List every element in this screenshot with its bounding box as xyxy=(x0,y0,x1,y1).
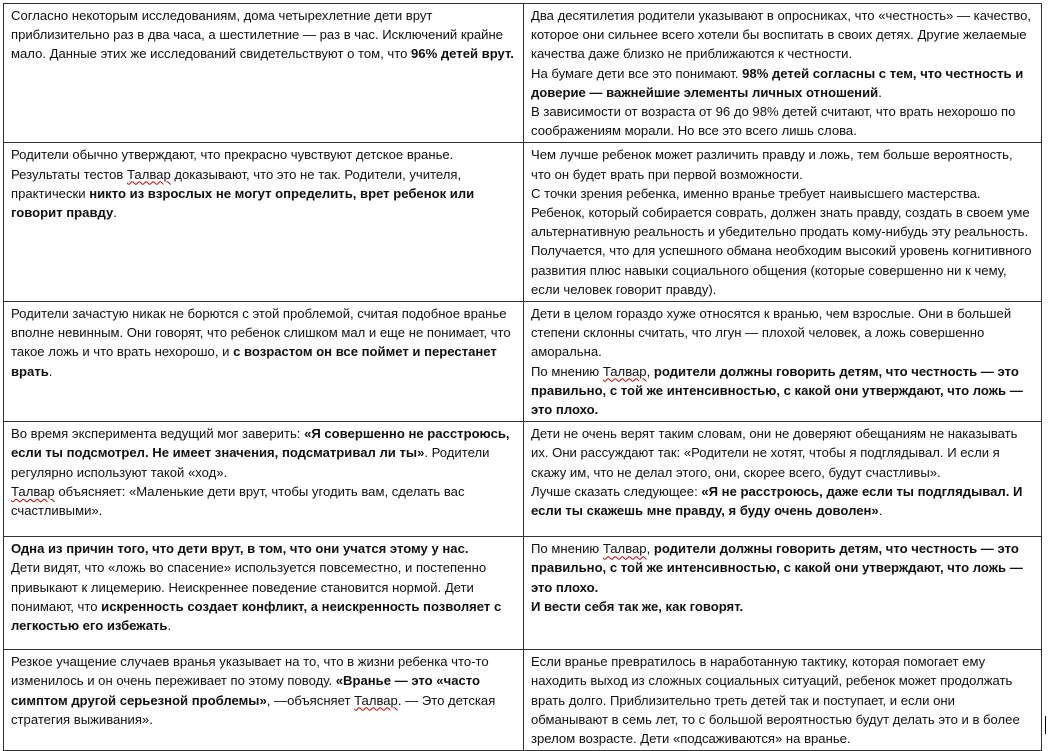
paragraph xyxy=(531,652,1034,748)
table-row xyxy=(4,422,1042,537)
table-cell-left[interactable] xyxy=(4,650,524,751)
text: Резкое учащение случаев вранья указывает на то, что в жизни ребенка что-то изменилось и он очень переживает по этому поводу. xyxy=(11,654,493,689)
paragraph xyxy=(11,6,516,64)
spellcheck-word: Талвар xyxy=(602,541,647,557)
paragraph xyxy=(11,304,516,381)
text: , —объясняет xyxy=(266,692,355,708)
text: Если вранье превратилось в наработанную тактику, которая помогает ему находить выход из сложных социальных ситуаций, ребенок может продолжать врать долго. Приблизительно треть детей так и поступает, и если они обманывают в семь лет, то с большой вероятностью будут делать это и в более зрелом возрасте. Дети «подсаживаются» на вранье. xyxy=(531,654,1024,747)
bold-text: родители должны говорить детям, что честность — это правильно, с той же интенсивностью, с какой они утверждают, что ложь — это плохо. xyxy=(531,541,1027,595)
paragraph xyxy=(11,652,516,729)
table-cell-left[interactable] xyxy=(4,422,524,537)
text: Дети в целом гораздо хуже относятся к вранью, чем взрослые. Они в большей степени склонны считать, что лгун — плохой человек, а ложь совершенно аморальна. xyxy=(531,306,1015,360)
table-cell-right[interactable] xyxy=(524,650,1042,751)
text: . xyxy=(878,503,883,519)
bold-text: родители должны говорить детям, что честность — это правильно, с той же интенсивностью, с какой они утверждают, что ложь — это плохо. xyxy=(531,363,1027,418)
text: . xyxy=(113,205,117,221)
table-cell-right[interactable] xyxy=(524,4,1042,143)
document-table xyxy=(3,3,1042,751)
text: объясняет: «Маленькие дети врут, чтобы угодить вам, сделать вас счастливыми». xyxy=(11,483,469,519)
text: В зависимости от возраста от 96 до 98% детей считают, что врать нехорошо по соображениям морали. Но все это всего лишь слова. xyxy=(531,104,1020,139)
text: Чем лучше ребенок может различить правду и ложь, тем больше вероятность, что он будет врать при первой возможности. xyxy=(531,147,1017,182)
text: Дети видят, что «ложь во спасение» используется повсеместно, и постепенно привыкают к лицемерию. Неискреннее поведение становится нормой. Дети понимают, что xyxy=(11,560,490,614)
text: По мнению xyxy=(531,363,603,379)
paragraph xyxy=(531,102,1034,140)
bold-text: никто из взрослых не могут определить, врет ребенок или говорит правду xyxy=(11,185,478,221)
table-cell-left[interactable] xyxy=(4,302,524,422)
paragraph xyxy=(11,424,516,482)
text: . xyxy=(48,363,53,379)
table-cell-right[interactable] xyxy=(524,422,1042,537)
spellcheck-word: Талвар xyxy=(11,483,55,499)
text: Дети не очень верят таким словам, они не доверяют обещаниям не наказывать их. Они рассуждают так: «Родители не хотят, чтобы я подглядывал. И если я скажу им, что не делал этого, они, скорее всего, будут счастливы». xyxy=(531,426,1022,480)
bold-text: «Я не расстроюсь, даже если ты подглядывал. И если ты скажешь мне правду, я буду очень доволен» xyxy=(531,483,1027,519)
table-row xyxy=(4,4,1042,143)
text: Во время эксперимента ведущий мог заверить: xyxy=(11,426,305,442)
paragraph xyxy=(531,539,1034,597)
text: На бумаге дети все это понимают. xyxy=(531,65,743,81)
table-cell-right[interactable] xyxy=(524,143,1042,302)
paragraph xyxy=(531,482,1034,520)
paragraph xyxy=(11,145,516,222)
table-row xyxy=(4,143,1042,302)
paragraph xyxy=(531,6,1034,64)
table-cell-left[interactable] xyxy=(4,4,524,143)
paragraph xyxy=(531,304,1034,362)
table-row xyxy=(4,650,1042,751)
text: . xyxy=(167,618,172,634)
text: По мнению xyxy=(531,541,603,557)
text: . Родители регулярно используют такой «ход». xyxy=(11,445,494,480)
spellcheck-word: Талвар xyxy=(354,692,398,708)
table-cell-left[interactable] xyxy=(4,537,524,650)
spellcheck-word: Талвар xyxy=(127,166,171,182)
bold-text: 96% детей врут. xyxy=(411,46,514,62)
paragraph xyxy=(531,362,1034,420)
bold-text: «Вранье — это «часто симптом другой серьезной проблемы» xyxy=(11,673,484,708)
paragraph xyxy=(531,145,1034,183)
paragraph xyxy=(11,539,516,558)
text: Родители зачастую никак не борются с этой проблемой, считая подобное вранье вполне невинным. Они говорят, что ребенок слишком мал и еще не понимает, что такое ложь и что врать нехорошо, и xyxy=(11,306,515,360)
bold-text: «Я совершенно не расстроюсь, если ты подсмотрел. Не имеет значения, подсматривал ли ты» xyxy=(11,426,514,461)
paragraph xyxy=(11,558,516,635)
document-table-body xyxy=(4,4,1042,751)
paragraph xyxy=(11,482,516,520)
spellcheck-word: Талвар xyxy=(602,363,647,379)
text-cursor xyxy=(1045,716,1046,734)
paragraph xyxy=(531,184,1034,299)
bold-text: 98% детей согласны с тем, что честность и доверие — важнейшие элементы личных отношений xyxy=(531,65,1027,100)
bold-text: Одна из причин того, что дети врут, в том, что они учатся этому у нас. xyxy=(11,541,469,557)
text: Родители обычно утверждают, что прекрасно чувствуют детское вранье. Результаты тестов xyxy=(11,147,457,182)
table-cell-left[interactable] xyxy=(4,143,524,302)
bold-text: с возрастом он все поймет и перестанет врать xyxy=(11,344,501,379)
text: Лучше сказать следующее: xyxy=(531,483,702,499)
paragraph xyxy=(531,64,1034,102)
bold-text: И вести себя так же, как говорят. xyxy=(531,598,744,614)
table-cell-right[interactable] xyxy=(524,302,1042,422)
text: , xyxy=(646,363,654,379)
paragraph xyxy=(531,424,1034,482)
text: доказывают, что это не так. Родители, учителя, практически xyxy=(11,166,465,201)
text: Два десятилетия родители указывают в опросниках, что «честность» — качество, которое они сильнее всего хотели бы воспитать в своих детях. Другие желаемые качества даже близко не приближаются к честности. xyxy=(531,8,1035,62)
paragraph xyxy=(531,597,1034,616)
table-cell-right[interactable] xyxy=(524,537,1042,650)
bold-text: искренность создает конфликт, а неискренность позволяет с легкостью его избежать xyxy=(11,598,505,634)
text: Согласно некоторым исследованиям, дома четырехлетние дети врут приблизительно раз в два часа, а шестилетние — раз в час. Исключений крайне мало. Данные этих же исследований свидетельствуют о том, что xyxy=(11,8,507,62)
text: С точки зрения ребенка, именно вранье требует наивысшего мастерства. Ребенок, который собирается соврать, должен знать правду, создать в своем уме альтернативную реальность и убедительно продать кому-нибудь эту реальность. Получается, что для успешного обмана необходим высокий уровень когнитивного развития плюс навыки социального общения (которые совершенно ни к чему, если человек говорит правду). xyxy=(531,185,1036,297)
table-row xyxy=(4,537,1042,650)
text: . xyxy=(878,84,882,100)
text: , xyxy=(646,541,654,557)
text: . — Это детская стратегия выживания». xyxy=(11,692,499,727)
table-row xyxy=(4,302,1042,422)
